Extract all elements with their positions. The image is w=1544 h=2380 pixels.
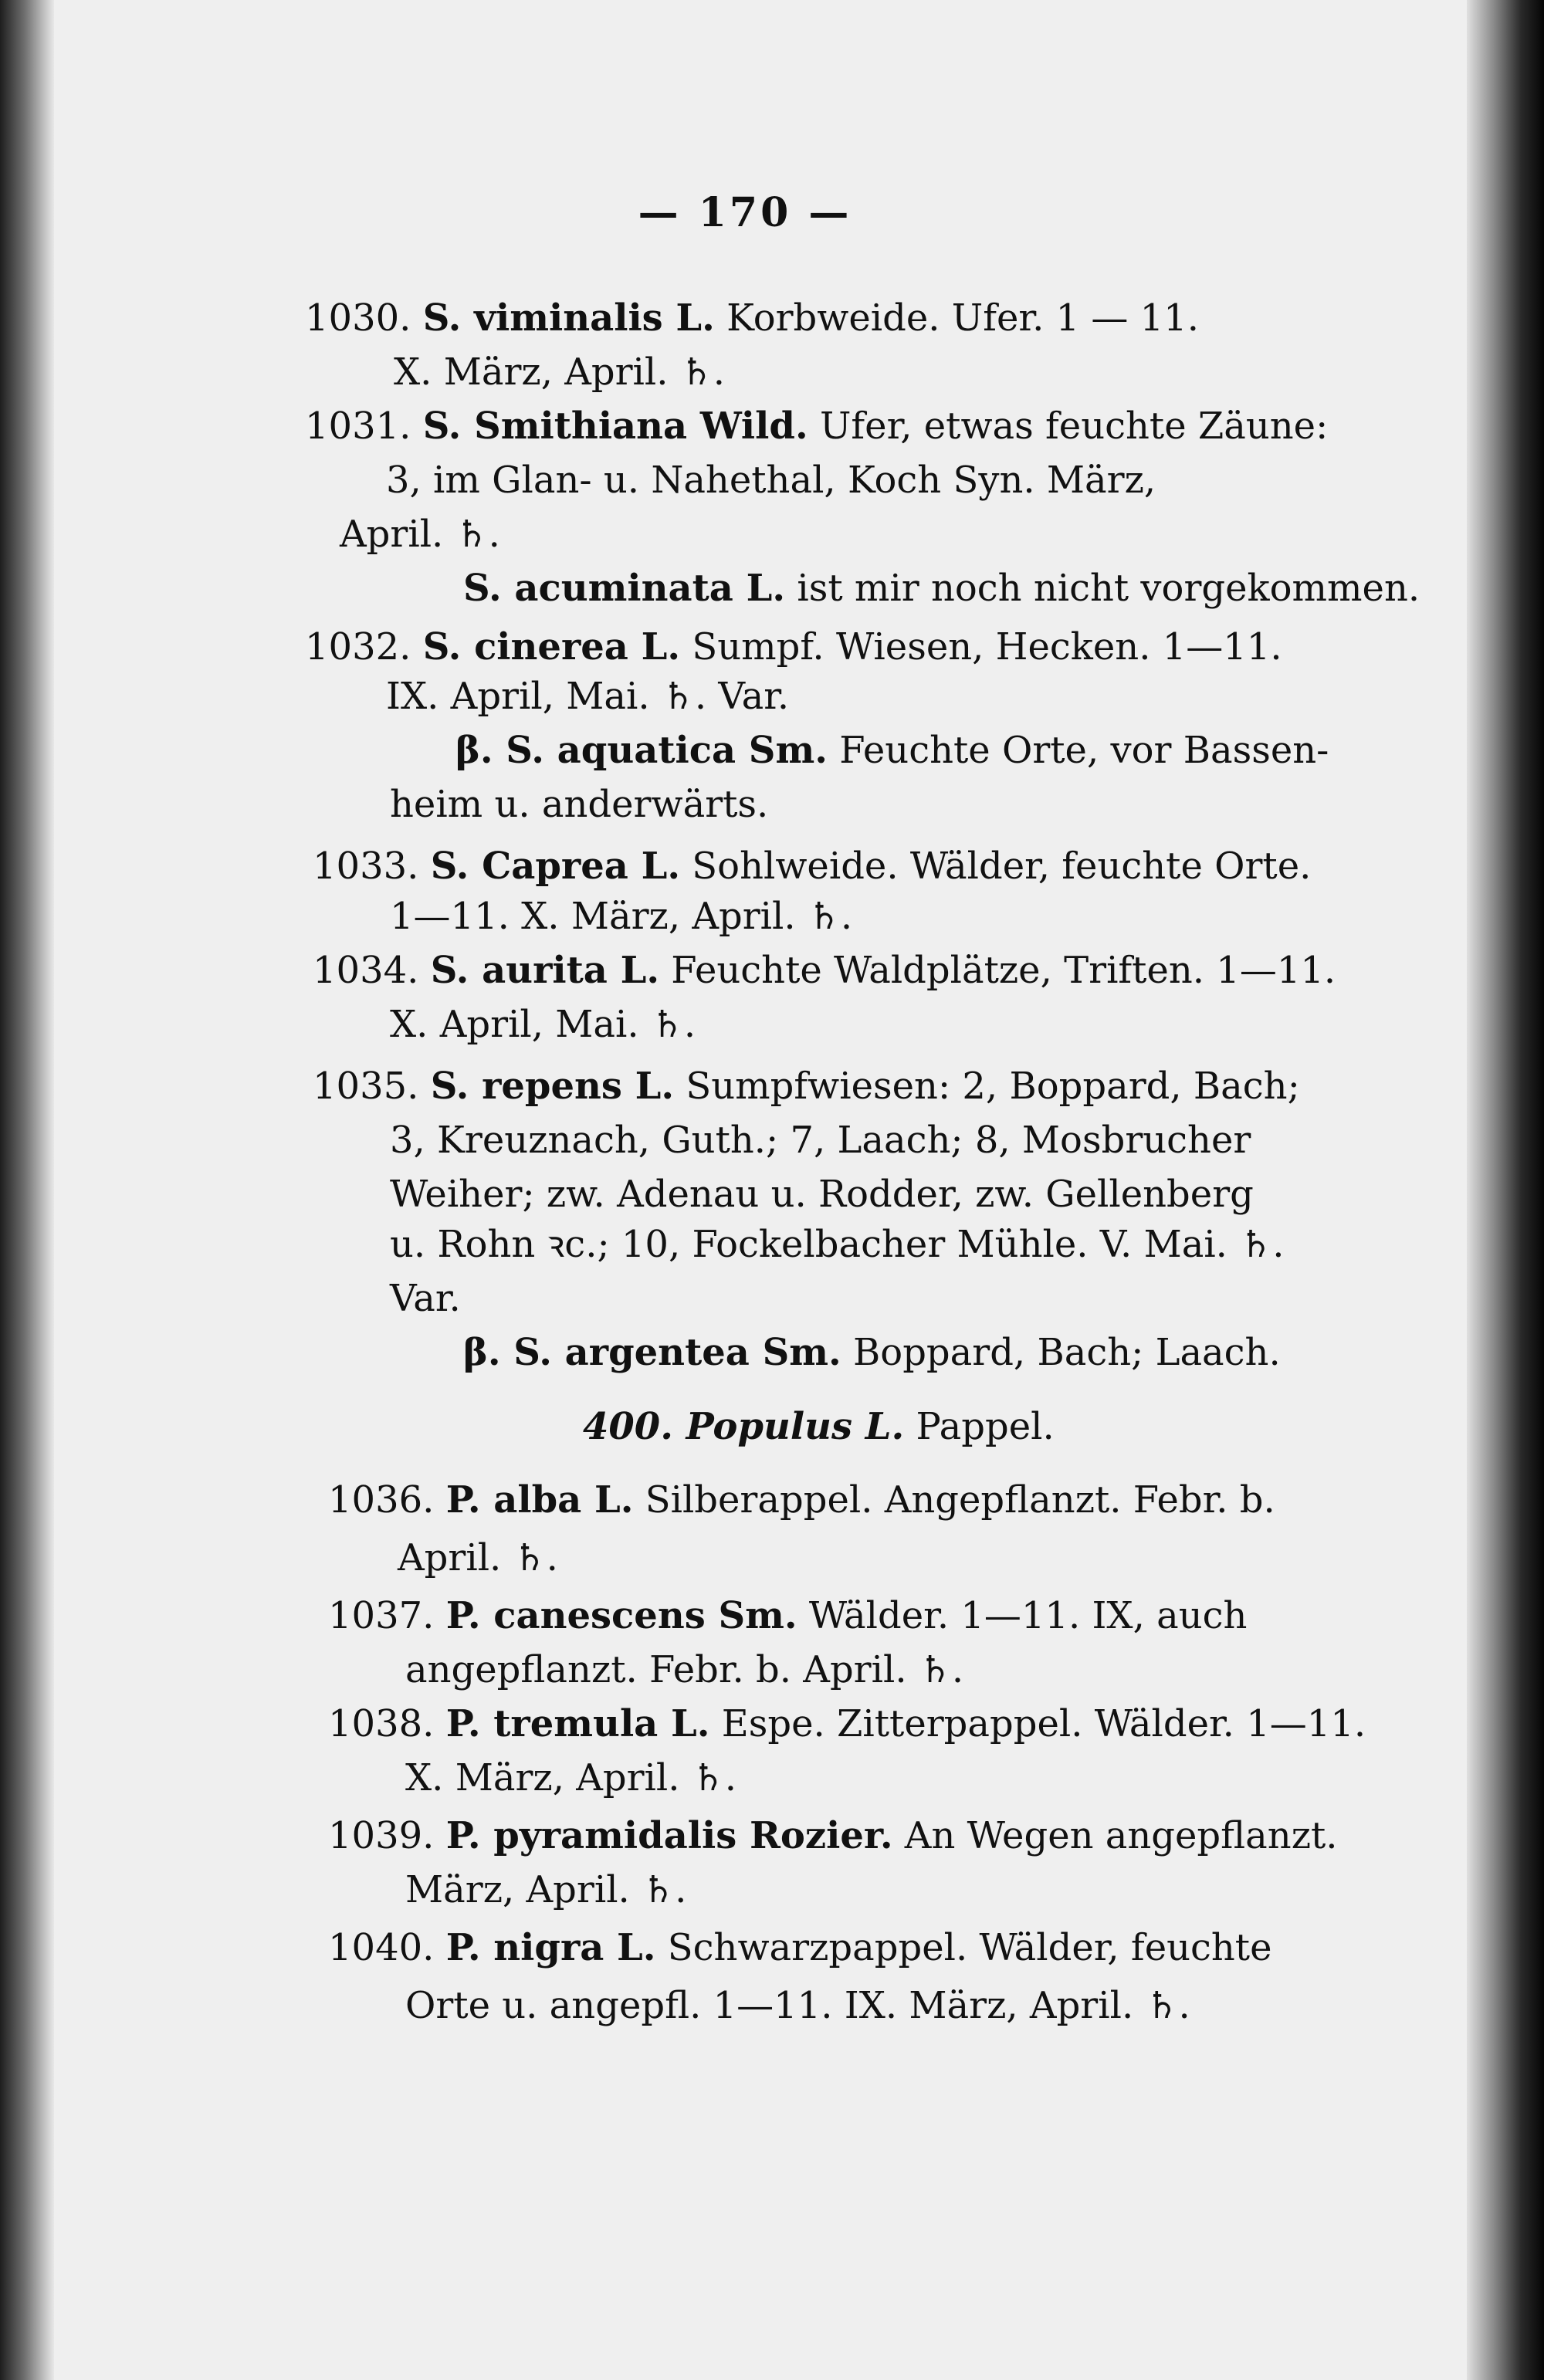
entry-text: Korbweide. Ufer. 1 — 11. [726, 296, 1199, 340]
entry-number: 1032. [305, 625, 411, 669]
text-line [390, 893, 852, 939]
text-line [328, 1813, 1338, 1859]
text-line [328, 1701, 1366, 1747]
text-line [313, 1063, 1300, 1109]
entry-text: X. März, April. ♄. [394, 350, 726, 394]
entry-text: X. April, Mai. ♄. [390, 1003, 696, 1046]
genus-heading [583, 1403, 1055, 1450]
text-line [328, 1477, 1275, 1523]
text-line [386, 673, 789, 719]
page-edge-shadow [1467, 0, 1544, 2380]
text-line [328, 1593, 1247, 1639]
species-name: S. viminalis L. [422, 296, 715, 340]
species-name: S. Caprea L. [430, 845, 681, 888]
entry-number: 1040. [328, 1926, 435, 1969]
entry-text: 1—11. X. März, April. ♄. [390, 895, 853, 938]
text-line [398, 1535, 558, 1581]
genus-common-name: Pappel. [916, 1405, 1055, 1448]
entry-text: Espe. Zitterpappel. Wälder. 1—11. [721, 1702, 1366, 1745]
text-line [405, 1647, 963, 1693]
text-line [313, 843, 1311, 889]
text-line [405, 1982, 1190, 2029]
entry-text: angepflanzt. Febr. b. April. ♄. [405, 1648, 964, 1691]
entry-text: Weiher; zw. Adenau u. Rodder, zw. Gellenberg [390, 1173, 1254, 1216]
entry-text: Sumpfwiesen: 2, Boppard, Bach; [686, 1065, 1300, 1108]
entry-text: heim u. anderwärts. [390, 783, 769, 826]
text-line [394, 349, 725, 395]
entry-text: An Wegen angepflanzt. [904, 1814, 1338, 1857]
entry-text: Schwarzpappel. Wälder, feuchte [667, 1926, 1272, 1969]
entry-text: Boppard, Bach; Laach. [853, 1331, 1281, 1374]
text-line [455, 727, 1329, 774]
entry-text: Silberappel. Angepflanzt. Febr. b. [645, 1478, 1275, 1522]
entry-text: IX. April, Mai. ♄. Var. [386, 675, 790, 718]
species-name: P. tremula L. [445, 1702, 710, 1745]
entry-number: 1031. [305, 405, 411, 448]
text-line [305, 295, 1199, 341]
text-line [463, 1329, 1281, 1376]
text-line [405, 1755, 736, 1801]
species-name: P. pyramidalis Rozier. [445, 1814, 893, 1857]
entry-text: Sohlweide. Wälder, feuchte Orte. [692, 845, 1312, 888]
entry-text: Orte u. angepfl. 1—11. IX. März, April. ♄. [405, 1984, 1190, 2027]
text-line [390, 1117, 1251, 1163]
entry-number: 1030. [305, 296, 411, 340]
text-line [463, 565, 1420, 611]
genus-name: 400. Populus L. [583, 1405, 905, 1448]
species-name: S. Smithiana Wild. [422, 405, 808, 448]
entry-text: 3, Kreuznach, Guth.; 7, Laach; 8, Mosbrucher [390, 1119, 1251, 1162]
text-line [328, 1925, 1272, 1971]
page-number: — 170 — [638, 189, 852, 236]
text-line [390, 1221, 1285, 1268]
entry-text: u. Rohn ꝛc.; 10, Fockelbacher Mühle. V. Mai. ♄. [390, 1223, 1285, 1266]
text-line [313, 947, 1336, 994]
text-line [305, 624, 1282, 670]
species-name: P. canescens Sm. [445, 1594, 797, 1637]
entry-number: 1037. [328, 1594, 435, 1637]
entry-text: ist mir noch nicht vorgekommen. [797, 567, 1420, 610]
species-name: P. nigra L. [445, 1926, 656, 1969]
text-line [390, 1275, 461, 1322]
entry-number: 1034. [313, 949, 419, 992]
text-line [386, 457, 1156, 503]
text-line [390, 1001, 696, 1048]
species-name: S. cinerea L. [422, 625, 681, 669]
entry-text: 3, im Glan- u. Nahethal, Koch Syn. März, [386, 459, 1156, 502]
entry-text: Feuchte Orte, vor Bassen- [839, 729, 1329, 772]
text-line [405, 1867, 686, 1913]
entry-number: 1033. [313, 845, 419, 888]
species-name: β. S. aquatica Sm. [455, 729, 828, 772]
entry-number: 1038. [328, 1702, 435, 1745]
species-name: β. S. argentea Sm. [463, 1331, 841, 1374]
entry-text: April. ♄. [398, 1536, 558, 1579]
entry-text: Ufer, etwas feuchte Zäune: [819, 405, 1329, 448]
entry-text: Wälder. 1—11. IX, auch [808, 1594, 1248, 1637]
species-name: P. alba L. [445, 1478, 634, 1522]
species-name: S. acuminata L. [463, 567, 786, 610]
entry-number: 1036. [328, 1478, 435, 1522]
entry-text: Var. [390, 1277, 461, 1320]
species-name: S. aurita L. [430, 949, 660, 992]
text-line [390, 1171, 1254, 1217]
entry-text: Sumpf. Wiesen, Hecken. 1—11. [692, 625, 1282, 669]
entry-text: Feuchte Waldplätze, Triften. 1—11. [671, 949, 1336, 992]
species-name: S. repens L. [430, 1065, 675, 1108]
text-line [340, 511, 500, 557]
text-line [390, 781, 768, 828]
entry-number: 1039. [328, 1814, 435, 1857]
entry-text: März, April. ♄. [405, 1868, 687, 1911]
book-gutter-shadow [0, 0, 54, 2380]
entry-number: 1035. [313, 1065, 419, 1108]
entry-text: April. ♄. [340, 513, 500, 556]
text-line [305, 403, 1328, 449]
entry-text: X. März, April. ♄. [405, 1756, 737, 1799]
